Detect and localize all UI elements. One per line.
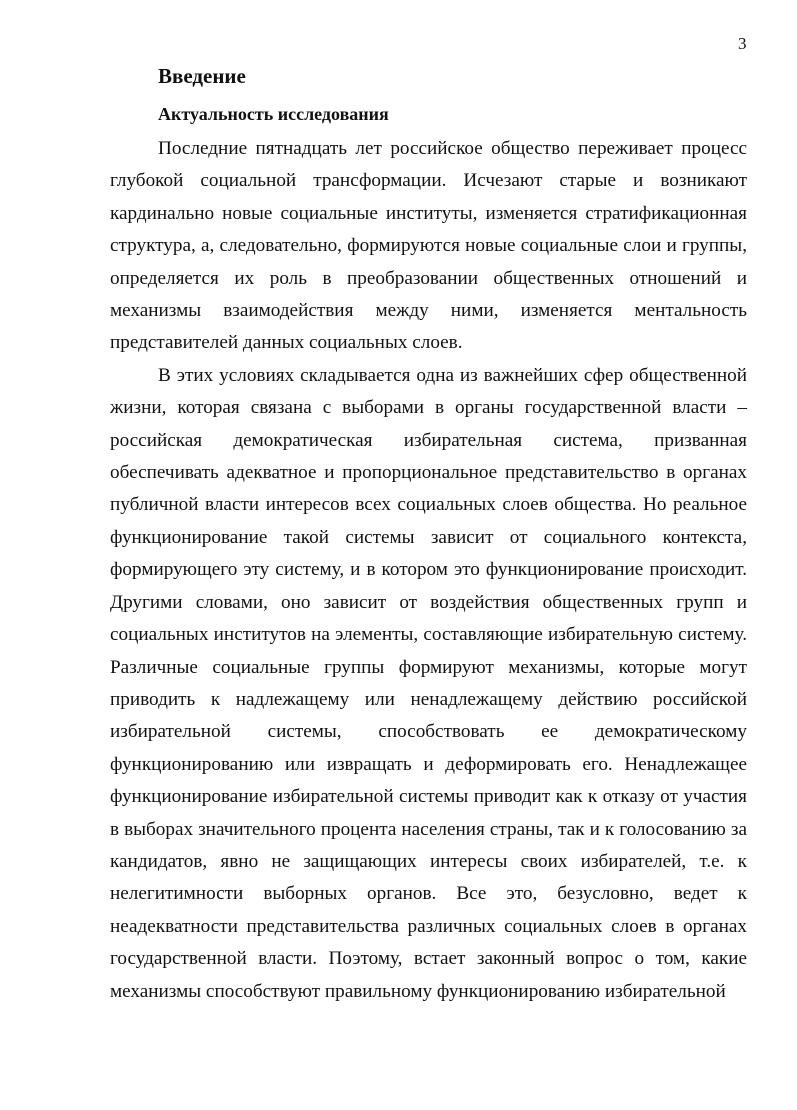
paragraph: Последние пятнадцать лет российское общество переживает процесс глубокой социальной трансформации. Исчезают старые и возникают кардинально новые социальные институты, изменяется стратификационная структура, а, следовательно, формируются новые социальные слои и группы, определяется их роль в преобразовании общественных отношений и механизмы взаимодействия между ними, изменяется ментальность представителей данных социальных слоев. [110, 138, 747, 354]
section-subheading: Актуальность исследования [158, 104, 389, 124]
paragraph: В этих условиях складывается одна из важнейших сфер общественной жизни, которая связана с выборами в органы государственной власти – российская демократическая избирательная система, призванная обеспечивать адекватное и пропорциональное представительство в органах публичной власти интересов всех социальных слоев общества. Но реальное функционирование такой системы зависит от социального контекста, формирующего эту систему, и в котором это функционирование происходит. Другими словами, оно зависит от воздействия общественных групп и социальных институтов на элементы, составляющие избирательную систему. Различные социальные группы формируют механизмы, которые могут приводить к надлежащему или ненадлежащему действию российской избирательной системы, способствовать ее демократическому функционированию или извращать и деформировать его. Ненадлежащее функционирование избирательной системы приводит как к отказу от участия в выборах значительного процента населения страны, так и к голосованию за кандидатов, явно не защищающих интересы своих избирателей, т.е. к нелегитимности выборных органов. Все это, безусловно, ведет к неадекватности представительства различных социальных слоев в органах государственной власти. Поэтому, встает законный вопрос о том, какие механизмы способствуют правильному функционированию избирательной [110, 364, 747, 1002]
body-text [110, 133, 747, 1008]
section-heading: Введение [158, 64, 246, 88]
page-number: 3 [738, 34, 747, 53]
